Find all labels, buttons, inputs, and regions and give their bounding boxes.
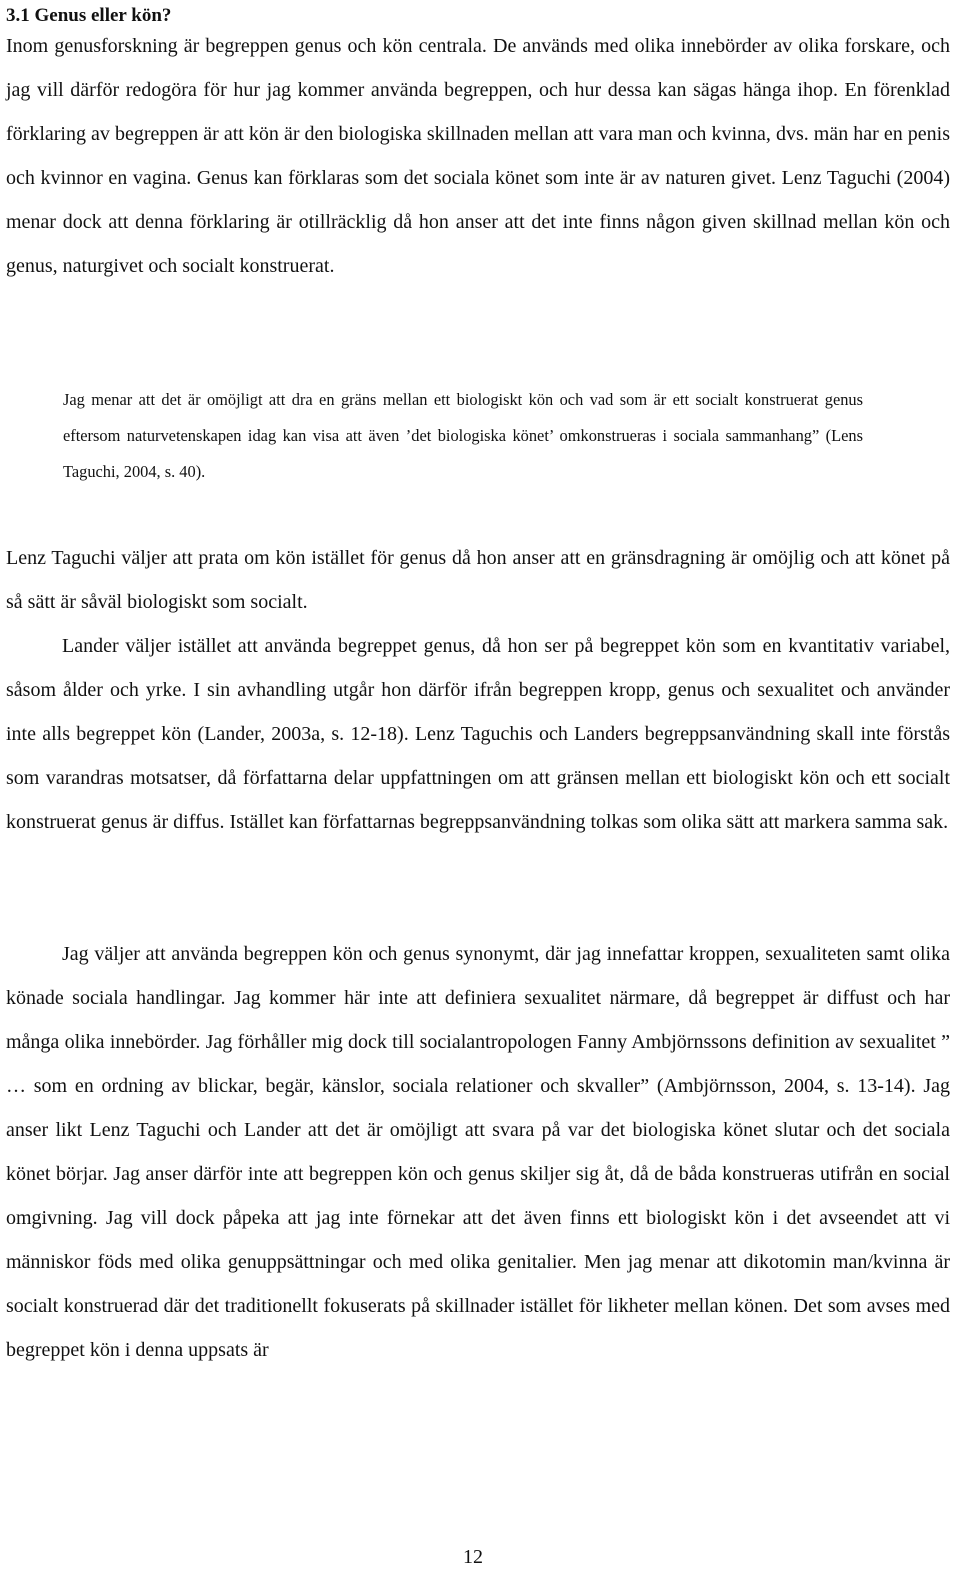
body-paragraph: Jag väljer att använda begreppen kön och genus synonymt, där jag innefattar kroppen, sexualiteten samt olika könade sociala handlingar. Jag kommer här inte att definiera sexualitet närmare, då begreppet är diffust och har många olika innebörder. Jag förhåller mig dock till socialantropologen Fanny Ambjörnssons definition av sexualitet ” … som en ordning av blickar, begär, känslor, sociala relationer och skvaller” (Ambjörnsson, 2004, s. 13-14). Jag anser likt Lenz Taguchi och Lander att det är omöjligt att svara på var det biologiska könet slutar och det sociala könet börjar. Jag anser därför inte att begreppen kön och genus skiljer sig åt, då de båda konstrueras utifrån en social omgivning. Jag vill dock påpeka att jag inte förnekar att det även finns ett biologiskt kön i det avseendet att vi människor föds med olika genuppsättningar och med olika genitalier. Men jag menar att dikotomin man/kvinna är socialt konstruerad där det traditionellt fokuserats på skillnader istället för likheter mellan könen. Det som avses med begreppet kön i denna uppsats är — [6, 943, 950, 1361]
page-number: 12 — [463, 1546, 483, 1568]
body-paragraph: Inom genusforskning är begreppen genus och kön centrala. De används med olika innebörder av olika forskare, och jag vill därför redogöra för hur jag kommer använda begreppen, och hur dessa kan sägas hänga ihop. En förenklad förklaring av begreppen är att kön är den biologiska skillnaden mellan att vara man och kvinna, dvs. män har en penis och kvinnor en vagina. Genus kan förklaras som det sociala könet som inte är av naturen givet. Lenz Taguchi (2004) menar dock att denna förklaring är otillräcklig då hon anser att det inte finns någon given skillnad mellan kön och genus, naturgivet och socialt konstruerat. — [6, 35, 950, 277]
body-paragraph: Lander väljer istället att använda begreppet genus, då hon ser på begreppet kön som en kvantitativ variabel, såsom ålder och yrke. I sin avhandling utgår hon därför ifrån begreppen kropp, genus och sexualitet och använder inte alls begreppet kön (Lander, 2003a, s. 12-18). Lenz Taguchis och Landers begreppsanvändning skall inte förstås som varandras motsatser, då författarna delar uppfattningen om att gränsen mellan ett biologiskt kön och ett socialt konstruerat genus är diffus. Istället kan författarnas begreppsanvändning tolkas som olika sätt att markera samma sak. — [6, 635, 950, 833]
block-quote: Jag menar att det är omöjligt att dra en gräns mellan ett biologiskt kön och vad som är ett socialt konstruerat genus eftersom naturvetenskapen idag kan visa att även ’det biologiska könet’ omkonstrueras i sociala sammanhang” (Lens Taguchi, 2004, s. 40). — [63, 390, 863, 481]
body-paragraph: Lenz Taguchi väljer att prata om kön istället för genus då hon anser att en gränsdragning är omöjlig och att könet på så sätt är såväl biologiskt som socialt. — [6, 547, 950, 613]
section-heading: 3.1 Genus eller kön? — [6, 5, 172, 26]
